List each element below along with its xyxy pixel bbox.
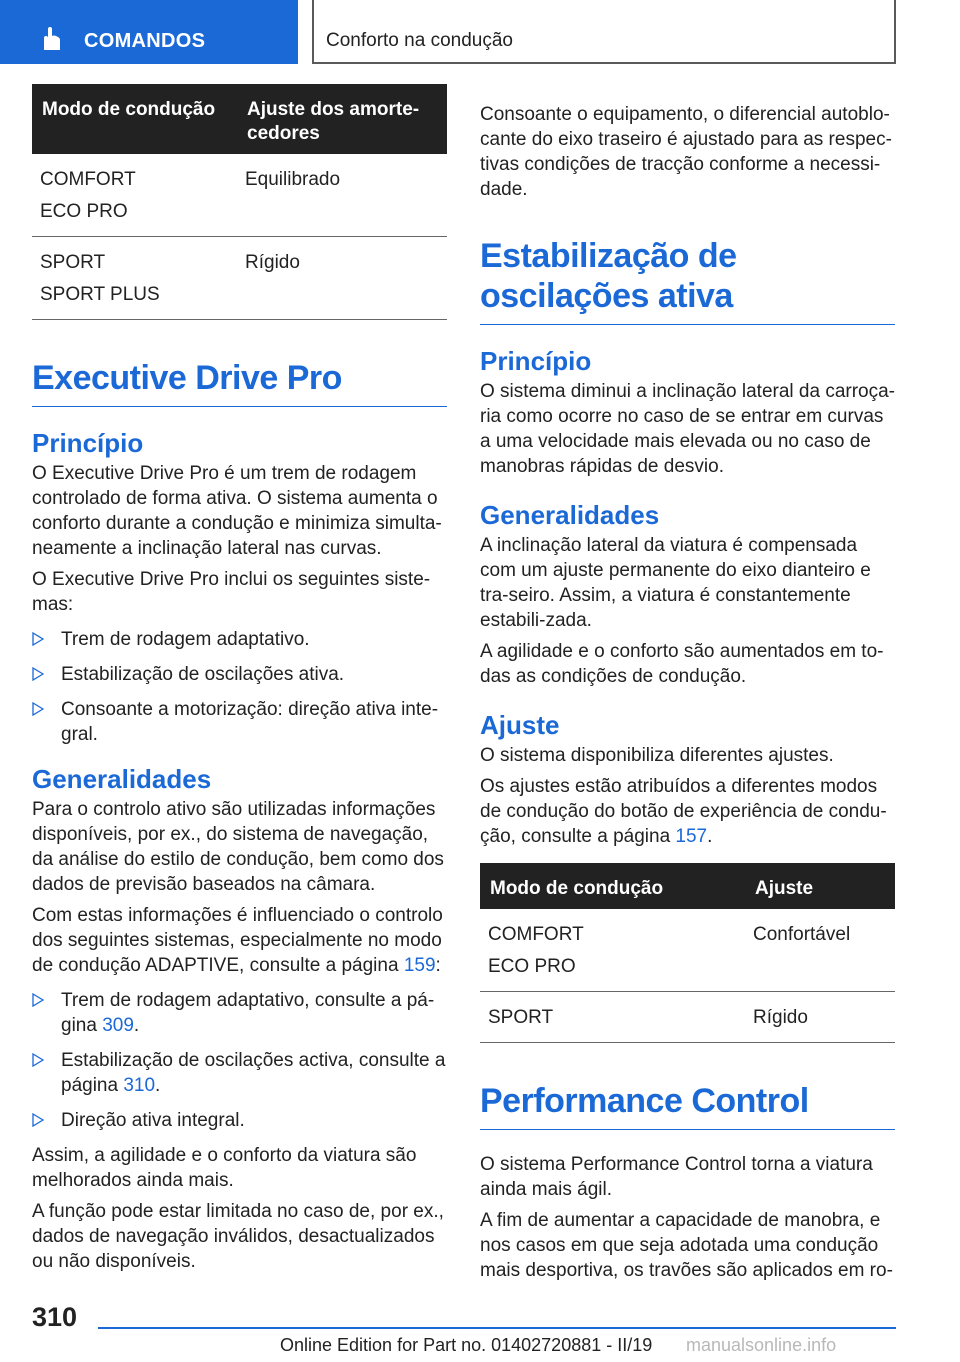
table-header-cell: Ajuste [745,863,895,909]
subheading-ajuste: Ajuste [480,710,560,740]
section-title: Conforto na condução [326,30,513,51]
paragraph [32,903,447,978]
mode-label: ECO PRO [40,201,128,222]
table-header-cell: Modo de condução [32,84,237,154]
subheading-principio: Princípio [480,346,592,376]
paragraph: A inclinação lateral da viatura é compensada com um ajuste permanente do eixo dianteiro e tra-seiro. Assim, a viatura é constantemente estabili-zada. [480,535,871,631]
list-item-text: Estabilização de oscilações ativa. [61,664,345,685]
triangle-bullet-icon [32,667,44,681]
mode-label: SPORT [488,1007,554,1028]
triangle-bullet-icon [32,993,44,1007]
list-item-text: Estabilização de oscilações activa, consulte a página [61,1050,446,1096]
page-link[interactable]: 309 [102,1015,134,1036]
subheading-principio: Princípio [32,428,144,458]
table-row [480,909,895,992]
table-cell-value: Confortável [745,909,895,992]
mode-label: SPORT [40,252,106,273]
damper-settings-table [32,84,447,320]
paragraph-text: : [435,955,441,976]
table-cell-modes [480,992,745,1043]
triangle-bullet-icon [32,632,44,646]
triangle-bullet-icon [32,702,44,716]
right-column [480,84,895,1289]
watermark: manualsonline.info [686,1335,837,1355]
triangle-bullet-icon [32,1053,44,1067]
paragraph: Consoante o equipamento, o diferencial autoblo-cante do eixo traseiro é ajustado para as respec-tivas condições de tracção conforme a necessi-dade. [480,104,892,200]
mode-label: ECO PRO [488,956,576,977]
paragraph: Para o controlo ativo são utilizadas informações disponíveis, por ex., do sistema de navegação, da análise do estilo de condução, bem como dos dados de previsão baseados na câmara. [32,799,444,895]
stabilization-settings-table [480,863,895,1043]
table-header-row [32,84,447,154]
paragraph: A função pode estar limitada no caso de, por ex., dados de navegação inválidos, desactualizados ou não disponíveis. [32,1201,444,1272]
influenced-systems-list [32,988,447,1133]
finger-press-icon [40,26,62,52]
paragraph: A fim de aumentar a capacidade de manobra, e nos casos em que seja adotada uma condução mais desportiva, os travões são aplicados em ro- [480,1210,893,1281]
paragraph: O Executive Drive Pro é um trem de rodagem controlado de forma ativa. O sistema aumenta o conforto durante a condução e minimiza simulta-neamente a inclinação lateral nas curvas. [32,463,442,559]
list-item [32,1108,447,1133]
paragraph: A agilidade e o conforto são aumentados em to-das as condições de condução. [480,641,884,687]
list-item [32,697,447,747]
paragraph-text: Os ajustes estão atribuídos a diferentes modos de condução do botão de experiência de condu-ção, consulte a página [480,776,887,847]
table-cell-modes [32,154,237,237]
subheading-generalidades: Generalidades [480,500,660,530]
page-link[interactable]: 159 [403,955,436,976]
list-item-text: . [133,1015,140,1036]
left-column [32,84,447,1280]
table-row [32,237,447,320]
table-cell-value: Rígido [745,992,895,1043]
paragraph [480,774,895,849]
list-item-text: . [155,1075,161,1096]
table-cell-modes [480,909,745,992]
paragraph: O sistema disponibiliza diferentes ajustes. [480,745,834,766]
table-header-row [480,863,895,909]
page-link[interactable]: 310 [123,1075,156,1096]
list-item-text: Consoante a motorização: direção ativa inte-gral. [61,699,439,745]
edition-text: Online Edition for Part no. 01402720881 - II/19 [280,1335,653,1355]
chapter-tab-label: COMANDOS [84,30,206,52]
table-cell-value: Equilibrado [237,154,447,237]
list-item-text: Trem de rodagem adaptativo, consulte a pá-gina [61,990,435,1036]
section-heading-executive-drive-pro: Executive Drive Pro [32,358,447,407]
list-item [32,627,447,652]
paragraph: Assim, a agilidade e o conforto da viatura são melhorados ainda mais. [32,1145,417,1191]
systems-list [32,627,447,747]
paragraph-text: . [707,826,713,847]
page-number: 310 [32,1302,78,1332]
table-header-cell: Modo de condução [480,863,745,909]
paragraph: O sistema Performance Control torna a viatura ainda mais ágil. [480,1154,873,1200]
mode-label: COMFORT [488,924,584,945]
mode-label: COMFORT [40,169,136,190]
table-cell-modes [32,237,237,320]
paragraph-text: Com estas informações é influenciado o controlo dos seguintes sistemas, especialmente no modo de condução ADAPTIVE, consulte a página [32,905,443,976]
list-item [32,1048,447,1098]
list-item [32,988,447,1038]
paragraph: O sistema diminui a inclinação lateral da carroça-ria como ocorre no caso de se entrar em curvas a uma velocidade mais elevada ou no caso de manobras rápidas de desvio. [480,381,896,477]
section-heading-estabilizacao: Estabilização de oscilações ativa [480,236,895,325]
triangle-bullet-icon [32,1113,44,1127]
table-cell-value: Rígido [237,237,447,320]
table-row [480,992,895,1043]
section-heading-performance-control: Performance Control [480,1081,895,1130]
mode-label: SPORT PLUS [40,284,160,305]
list-item-text: Trem de rodagem adaptativo. [61,629,310,650]
footer-divider [98,1327,896,1329]
table-row [32,154,447,237]
page-link[interactable]: 157 [675,826,708,847]
list-item-text: Direção ativa integral. [61,1110,245,1131]
paragraph: O Executive Drive Pro inclui os seguintes siste-mas: [32,569,431,615]
subheading-generalidades: Generalidades [32,764,212,794]
list-item [32,662,447,687]
table-header-cell: Ajuste dos amorte-cedores [237,84,447,154]
